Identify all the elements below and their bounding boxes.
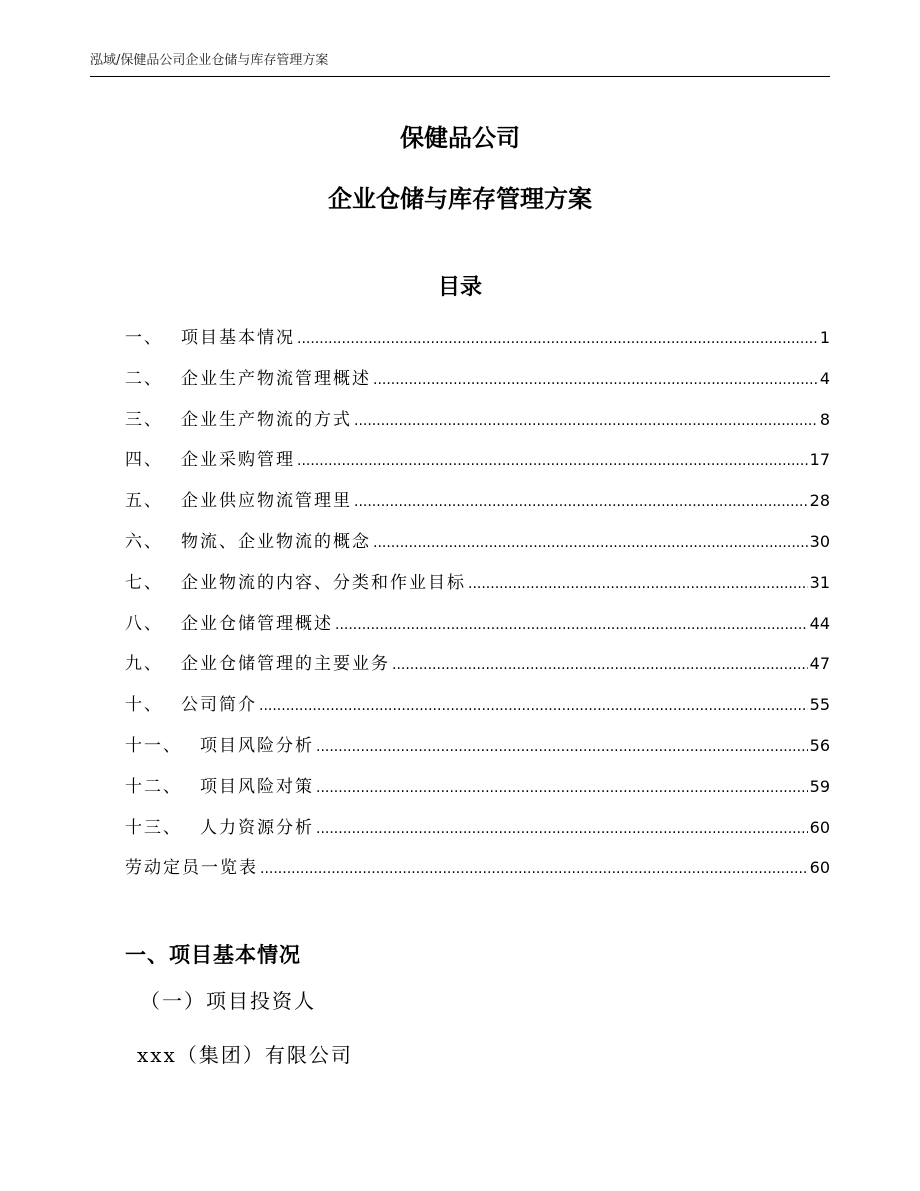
toc-entry-label: 物流、企业物流的概念 — [181, 531, 371, 552]
toc-leader-dots — [316, 768, 808, 809]
toc-entry-number: 六、 — [125, 531, 163, 552]
toc-entry-number: 一、 — [125, 328, 163, 348]
toc-entry[interactable] — [125, 848, 830, 889]
toc-entry-label: 项目风险对策 — [200, 776, 314, 797]
toc-entry[interactable] — [125, 644, 830, 685]
toc-entry[interactable] — [125, 685, 830, 726]
toc-entry-label: 企业生产物流的方式 — [181, 409, 352, 430]
toc-leader-dots — [392, 645, 808, 686]
toc-entry-number: 八、 — [125, 613, 163, 634]
toc-heading: 目录 — [437, 275, 482, 300]
toc-entry[interactable] — [125, 726, 830, 767]
table-of-contents — [125, 318, 830, 889]
toc-entry-page: 28 — [809, 491, 830, 511]
section-heading: 一、项目基本情况 — [125, 943, 301, 967]
toc-entry-label: 人力资源分析 — [200, 817, 314, 838]
toc-entry-number: 四、 — [125, 450, 163, 471]
subsection-heading: （一）项目投资人 — [140, 989, 316, 1013]
toc-entry-label: 企业供应物流管理里 — [181, 491, 352, 512]
toc-leader-dots — [468, 564, 808, 605]
toc-entry-number: 十三、 — [125, 817, 182, 838]
toc-entry[interactable] — [125, 767, 830, 808]
header-divider — [90, 76, 830, 77]
toc-entry[interactable] — [125, 318, 830, 359]
toc-leader-dots — [297, 319, 818, 360]
toc-entry-number: 五、 — [125, 491, 163, 512]
body-paragraph: xxx（集团）有限公司 — [137, 1043, 353, 1067]
toc-entry-label: 企业物流的内容、分类和作业目标 — [181, 572, 466, 593]
toc-leader-dots — [260, 849, 808, 890]
toc-entry-page: 4 — [819, 368, 830, 388]
toc-entry-label: 企业生产物流管理概述 — [181, 368, 371, 389]
toc-entry-page: 17 — [809, 450, 830, 470]
toc-entry-page: 55 — [809, 695, 830, 715]
toc-entry-label: 劳动定员一览表 — [125, 858, 258, 879]
toc-leader-dots — [354, 401, 818, 442]
toc-entry-number: 二、 — [125, 368, 163, 389]
company-title: 保健品公司 — [400, 124, 520, 152]
toc-leader-dots — [259, 686, 808, 727]
toc-entry-page: 30 — [809, 531, 830, 551]
toc-leader-dots — [335, 605, 808, 646]
toc-entry-number: 十、 — [125, 695, 163, 716]
toc-entry-label: 公司简介 — [181, 695, 257, 716]
toc-entry[interactable] — [125, 481, 830, 522]
toc-entry-number: 九、 — [125, 654, 163, 675]
toc-leader-dots — [373, 523, 808, 564]
toc-leader-dots — [373, 360, 818, 401]
toc-entry-label: 企业采购管理 — [181, 450, 295, 471]
toc-entry-label: 企业仓储管理概述 — [181, 613, 333, 634]
toc-entry-label: 项目基本情况 — [181, 328, 295, 348]
toc-entry-page: 60 — [809, 817, 830, 837]
toc-entry-number: 十二、 — [125, 776, 182, 797]
toc-entry-page: 56 — [809, 735, 830, 755]
toc-entry[interactable] — [125, 359, 830, 400]
toc-leader-dots — [297, 441, 808, 482]
toc-entry[interactable] — [125, 563, 830, 604]
toc-entry[interactable] — [125, 522, 830, 563]
toc-entry-page: 47 — [809, 654, 830, 674]
toc-leader-dots — [316, 809, 808, 850]
toc-entry-label: 项目风险分析 — [200, 735, 314, 756]
toc-entry-number: 十一、 — [125, 735, 182, 756]
document-title: 企业仓储与库存管理方案 — [328, 185, 592, 213]
toc-entry[interactable] — [125, 808, 830, 849]
running-header: 泓域/保健品公司企业仓储与库存管理方案 — [90, 53, 329, 68]
toc-leader-dots — [354, 482, 808, 523]
toc-entry[interactable] — [125, 604, 830, 645]
toc-entry-page: 1 — [819, 328, 830, 347]
toc-entry-label: 企业仓储管理的主要业务 — [181, 654, 390, 675]
toc-entry-number: 三、 — [125, 409, 163, 430]
toc-entry-page: 31 — [809, 572, 830, 592]
toc-entry[interactable] — [125, 440, 830, 481]
toc-entry-page: 44 — [809, 613, 830, 633]
toc-entry-number: 七、 — [125, 572, 163, 593]
toc-entry-page: 60 — [809, 858, 830, 878]
toc-entry[interactable] — [125, 400, 830, 441]
toc-entry-page: 8 — [819, 409, 830, 429]
toc-leader-dots — [316, 727, 808, 768]
toc-entry-page: 59 — [809, 776, 830, 796]
